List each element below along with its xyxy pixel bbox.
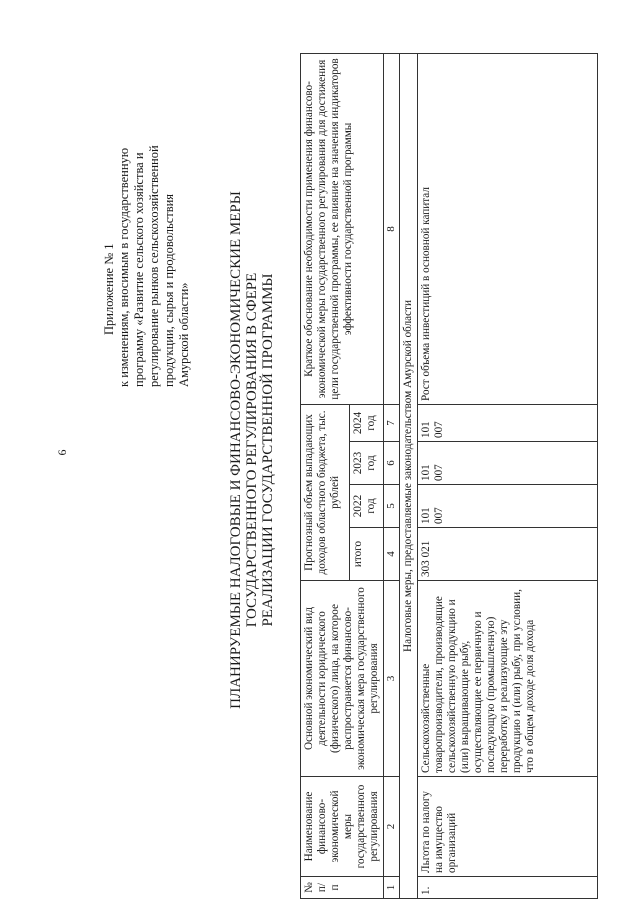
header-year-2022: 2022 год <box>349 485 383 528</box>
table-row <box>418 53 598 898</box>
column-number: 8 <box>384 53 400 404</box>
row-number-text: 1. <box>420 886 432 895</box>
appendix-note <box>102 87 192 387</box>
title-line: ГОСУДАРСТВЕННОГО РЕГУЛИРОВАНИЯ В СФЕРЕ <box>244 272 260 628</box>
header-no: № п/п <box>301 877 384 899</box>
header-rationale: Краткое обоснование необходимости применения финансово-экономической меры государственного регулирования для достижения цели государственной программы, ее влияние на значения индикаторов эффективности государственной программы <box>301 53 384 404</box>
year-2023-cell: 101 007 <box>418 442 598 485</box>
title-line: РЕАЛИЗАЦИИ ГОСУДАРСТВЕННОЙ ПРОГРАММЫ <box>260 273 276 627</box>
column-number: 3 <box>384 581 400 777</box>
rationale-text: Рост объема инвестиций в основной капитал <box>420 187 432 401</box>
row-number <box>418 877 598 899</box>
table-header-row <box>301 53 350 898</box>
appendix-line: продукции, сырья и продовольствия <box>162 193 176 387</box>
column-number: 1 <box>384 877 400 899</box>
appendix-line: Приложение № 1 <box>102 243 116 335</box>
header-year-2024: 2024 год <box>349 404 383 441</box>
header-total: итого <box>349 528 383 581</box>
header-year-2023: 2023 год <box>349 442 383 485</box>
column-number: 5 <box>384 485 400 528</box>
header-activity: Основной экономический вид деятельности юридического (физического) лица, на которое распространяется финансово-экономическая мера государственного регулирования <box>301 581 384 777</box>
activity-cell <box>418 581 598 777</box>
column-number-row <box>384 53 400 898</box>
appendix-line: к изменениям, вносимым в государственную <box>117 147 131 387</box>
activity-text: Сельскохозяйственные товаропроизводители, производящие сельскохозяйственную продукцию и (или) выращивающие рыбу, осуществляющие ее первичную и последующую (промышленную) переработку и реализующие эту продукцию и (или) рыбу, при условии, что в общем доходе доля дохода <box>420 589 536 773</box>
column-number: 7 <box>384 404 400 441</box>
appendix-line: регулирование рынков сельскохозяйственной <box>147 145 161 387</box>
year-2024-cell: 101 007 <box>418 404 598 441</box>
header-forecast: Прогнозный объем выпадающих доходов областного бюджета, тыс. рублей <box>301 404 350 580</box>
column-number: 2 <box>384 777 400 877</box>
appendix-line: программу «Развитие сельского хозяйства и <box>132 152 146 387</box>
title-line: ПЛАНИРУЕМЫЕ НАЛОГОВЫЕ И ФИНАНСОВО-ЭКОНОМИЧЕСКИЕ МЕРЫ <box>228 191 244 709</box>
rationale-cell <box>418 53 598 404</box>
document-title <box>228 190 276 710</box>
page-number: 6 <box>55 449 69 456</box>
measures-table <box>300 53 598 899</box>
appendix-line: Амурской области» <box>177 282 191 387</box>
measure-text: Льгота по налогу на имущество организаций <box>420 790 458 873</box>
measure-cell <box>418 777 598 877</box>
total-cell: 303 021 <box>418 528 598 581</box>
section-title: Налоговые меры, предоставляемые законодательством Амурской области <box>400 53 418 898</box>
column-number: 4 <box>384 528 400 581</box>
year-2022-cell: 101 007 <box>418 485 598 528</box>
column-number: 6 <box>384 442 400 485</box>
section-row <box>400 53 418 898</box>
header-measure-name: Наименование финансово-экономической меры государственного регулирования <box>301 777 384 877</box>
